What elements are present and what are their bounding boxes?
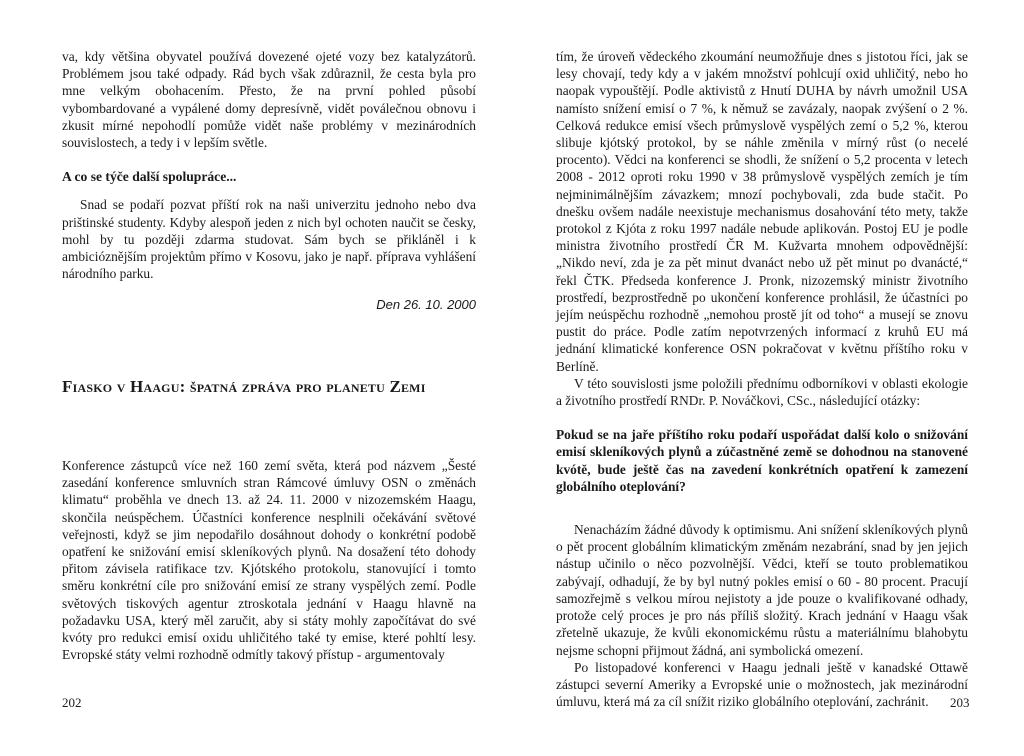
answer-paragraph-1: Nenacházím žádné důvody k optimismu. Ani snížení skleníkových plynů o pět procent globálním klimatickým změnám nezabrání, snad by jen jejich nástup učinilo o něco pozvolnější. Vědci, kteří se touto problematikou zabývají, odhadují, že by byl nutný pokles emisí o 60 - 80 procent. Pracují samozřejmě s velkou mírou nejistoty a jde pouze o kvalifikované odhady, protože celý proces je pro nás příliš složitý. Krach jednání v Haagu však zřetelně ukazuje, že kvůli ekonomickému růstu a materiálnímu blahobytu nejsme schopni přijmout žádná, ani symbolická omezení. <box>556 522 968 658</box>
right-column <box>556 48 968 710</box>
cooperation-subheading: A co se týče další spolupráce... <box>62 169 237 185</box>
cooperation-paragraph: Snad se podaří pozvat příští rok na naši univerzitu jednoho nebo dva prištinské studenty. Kdyby alespoň jeden z nich byl ochoten naučit se česky, mohl by tu později zdarma studovat. Sám bych se přikláněl i k ambicióznějším projektům přímo v Kosovu, jako je např. příprava vyhlášení národního parku. <box>62 197 476 282</box>
left-column-top <box>62 48 476 314</box>
article-paragraph: Konference zástupců více než 160 zemí světa, která pod názvem „Šesté zasedání konference smluvních stran Rámcové úmluvy OSN o změnách klimatu“ proběhla ve dnech 13. až 24. 11. 2000 v nizozemském Haagu, skončila neúspěchem. Účastníci konference nesplnili očekávání světové veřejnosti, když se jim nepodařilo dosáhnout dohody o konkrétní podobě opatření ke snižování emisí skleníkových plynů. Na dosažení této dohody přitom závisela ratifikace tzv. Kjótského protokolu, stanovující i tomto směru konkrétní cíle pro snižování emisí ze strany vyspělých zemí. Podle světových tiskových agentur ztroskotala jednání v Haagu hlavně na požadavku USA, který měl zaručit, aby si státy mohly započítávat do své kvóty pro redukci emisí oxidu uhličitého také ty emise, které pohltí lesy. Evropské státy velmi rozhodně odmítly takový přístup - argumentovaly <box>62 458 476 663</box>
right-paragraph-1: tím, že úroveň vědeckého zkoumání neumožňuje dnes s jistotou říci, jak se lesy chovají, tedy kdy a v jakém množství pohlcují oxid uhličitý, nebo ho naopak vypouštějí. Podle aktivistů z Hnutí DUHA by návrh umožnil USA namísto snížení emisí o 7 %, k němuž se zavázaly, naopak zvýšení o 2 %. Celková redukce emisí všech průmyslově vyspělých zemí o 5,2 %, kterou slibuje kjótský protokol, by se náhle změnila v mírný růst (o necelé procento). Vědci na konferenci se shodli, že snížení o 5,2 procenta v letech 2008 - 2012 oproti roku 1990 v 38 průmyslově vyspělých zemích je tím nejminimálnějším závazkem; mnozí pochybovali, zda bude stačit. Po dnešku ovšem nadále neexistuje mechanismus dosahování této mety, takže protokol z Kjóta z roku 1997 nadále nebude aplikován. Postoj EU je podle ministra životního prostředí ČR M. Kužvarta mnohem odpovědnější: „Nikdo neví, zda je za pět minut dvanáct nebo už pět minut po dvanácté,“ řekl ČTK. Předseda konference J. Pronk, nizozemský ministr životního prostředí, bezprostředně po ukončení konference prohlásil, že účastníci po jejím neúspěchu rozhodně „nemohou prostě jít od toho“ a musejí se znovu pustit do práce. Podle zatím nepotvrzených informací z kruhů EU má jednání klimatické konference OSN pokračovat v květnu příštího roku v Berlíně. <box>556 49 968 374</box>
right-paragraph-2: V této souvislosti jsme položili přednímu odborníkovi v oblasti ekologie a životního prostředí RNDr. P. Nováčkovi, CSc., následující otázky: <box>556 375 968 409</box>
right-page <box>512 0 1024 756</box>
intro-paragraph: va, kdy většina obyvatel používá dovezené ojeté vozy bez katalyzátorů. Problémem jsou také odpady. Rád bych však zdůraznil, že cesta byla pro mne velkým obohacením. Přesto, že na první pohled působí vybombardované a vypálené domy depresívně, vidět poválečnou obnovu i zkusit mírné nepohodlí pomůže vidět naše problémy v mezinárodních souvislostech, a tedy i v lepším světle. <box>62 49 476 151</box>
left-column-article <box>62 457 476 663</box>
signature-date: Den 26. 10. 2000 <box>376 297 476 313</box>
page-number-left: 202 <box>62 695 82 710</box>
page-number-right: 203 <box>950 695 970 710</box>
interview-question: Pokud se na jaře příštího roku podaří uspořádat další kolo o snižování emisí skleníkových plynů a zúčastněné země se dohodnou na stanovené kvótě, bude ještě čas na zavedení konkrétních opatření k zamezení globálního oteplování? <box>556 427 968 494</box>
answer-paragraph-2: Po listopadové konferenci v Haagu jednali ještě v kanadské Ottawě zástupci severní Ameriky a Evropské unie o možnostech, jak mezinárodní úmluvu, která má za cíl snížit riziko globálního oteplování, zachránit. <box>556 659 968 710</box>
article-title: Fiasko v Haagu: špatná zpráva pro planetu Zemi <box>62 377 426 396</box>
